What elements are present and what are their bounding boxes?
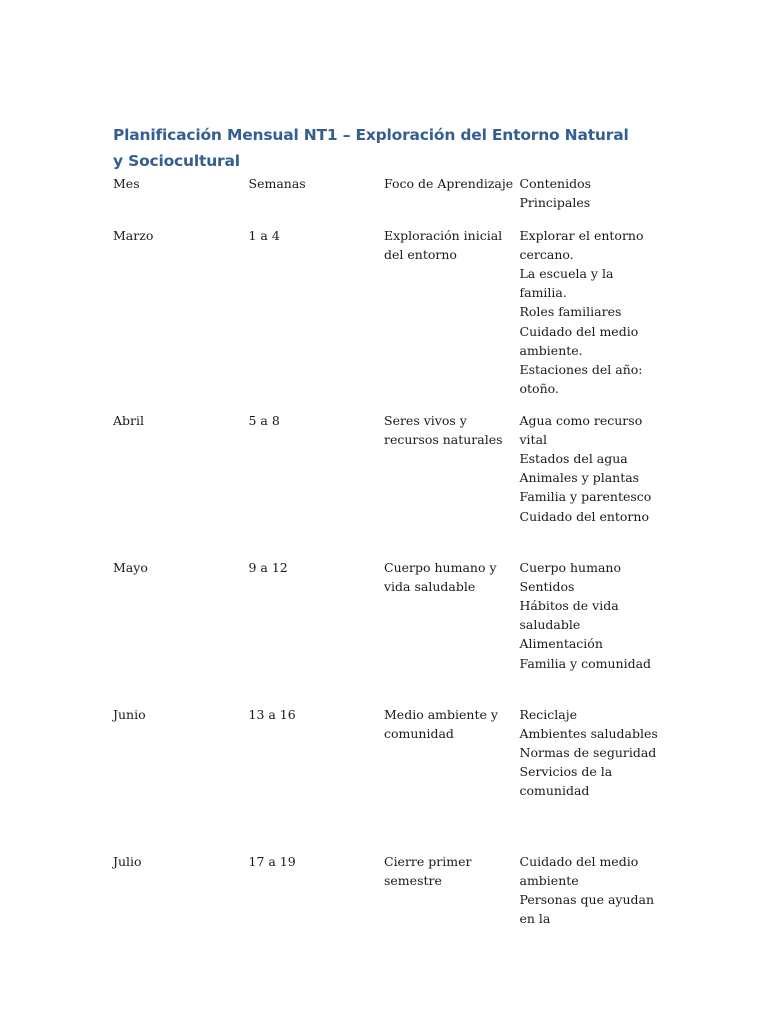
table-row [113,705,658,852]
cell-semanas: 17 a 19 [248,853,296,869]
content-item: Estaciones del año: otoño. [519,361,643,397]
table-header-row [113,174,658,226]
cell-contenidos [520,558,659,705]
content-item: Familia y parentesco [519,489,652,505]
cell-contenidos [520,411,659,558]
table-row [113,226,658,411]
cell-foco: Exploración inicial del entorno [384,227,503,262]
cell-foco: Cuerpo humano y vida saludable [384,559,497,594]
header-semanas: Semanas [248,176,306,191]
content-item: Sentidos [519,578,575,594]
content-item: Servicios de la comunidad [519,764,613,799]
content-item: Cuidado del entorno [519,508,649,524]
content-item: Roles familiares [519,304,622,320]
cell-contenidos [520,226,659,411]
content-item: Personas que ayudan en la [519,891,655,927]
content-item: Alimentación [519,636,603,652]
content-item: Reciclaje [519,706,578,722]
cell-mes: Abril [113,412,144,428]
content-item: Animales y plantas [519,470,640,486]
document-title: Planificación Mensual NT1 – Exploración del Entorno Natural y Sociocultural [113,126,629,170]
cell-mes: Marzo [113,227,154,243]
cell-semanas: 9 a 12 [248,559,288,575]
cell-contenidos [520,852,659,942]
content-item: Estados del agua [519,450,628,466]
cell-semanas: 5 a 8 [248,412,280,428]
cell-mes: Junio [113,706,146,722]
cell-contenidos [520,705,659,852]
content-item: Hábitos de vida saludable [519,597,619,633]
planning-table [113,174,658,942]
cell-semanas: 1 a 4 [248,227,280,243]
content-item: Cuidado del medio ambiente. [519,323,639,358]
content-item: Explorar el entorno cercano. [519,227,644,262]
content-item: La escuela y la familia. [519,265,614,301]
header-foco: Foco de Aprendizaje [384,176,514,191]
table-row [113,558,658,705]
cell-foco: Seres vivos y recursos naturales [384,412,503,447]
content-item: Ambientes saludables [519,725,658,741]
cell-foco: Medio ambiente y comunidad [384,706,498,741]
header-mes: Mes [113,176,140,191]
table-row [113,852,658,942]
content-item: Cuerpo humano [519,559,621,575]
cell-foco: Cierre primer semestre [384,853,472,888]
content-item: Agua como recurso vital [519,412,643,447]
cell-mes: Julio [113,853,142,869]
table-row [113,411,658,558]
cell-semanas: 13 a 16 [248,706,296,722]
content-item: Cuidado del medio ambiente [519,853,639,888]
content-item: Normas de seguridad [519,744,657,760]
header-contenidos: Contenidos Principales [519,176,592,211]
content-item: Familia y comunidad [519,655,652,671]
cell-mes: Mayo [113,559,148,575]
